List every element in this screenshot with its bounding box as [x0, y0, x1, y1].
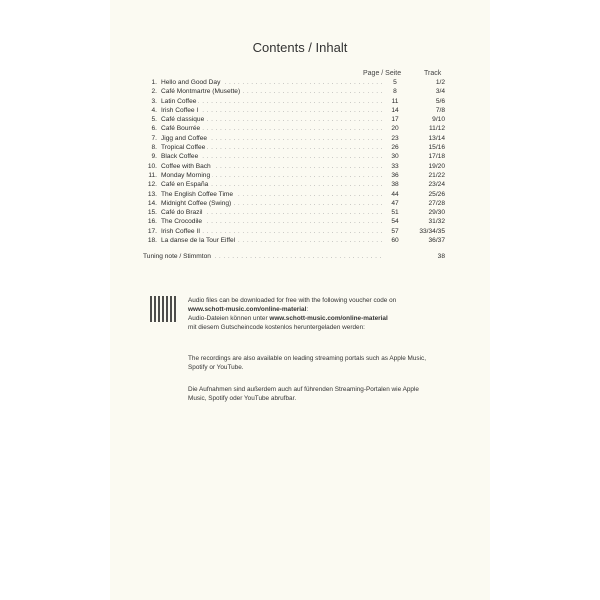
entry-page: 36: [391, 171, 399, 179]
entry-number: 4.: [151, 106, 157, 114]
entry-page: 14: [391, 106, 399, 114]
entry-number: 5.: [151, 116, 157, 124]
toc-entry[interactable]: [143, 87, 443, 96]
toc-entry[interactable]: [143, 134, 443, 143]
entry-page: 30: [391, 153, 399, 161]
entry-track: 17/18: [428, 153, 445, 161]
toc-entry[interactable]: [143, 190, 443, 199]
entry-track: 23/24: [428, 181, 445, 189]
entry-track: 1/2: [435, 79, 445, 86]
toc-entry[interactable]: [143, 199, 443, 208]
entry-number: 10.: [147, 162, 157, 170]
entry-number: 14.: [147, 199, 157, 207]
entry-title: The English Coffee Time: [161, 190, 234, 198]
entry-page: 57: [391, 227, 399, 235]
table-of-contents: [143, 78, 443, 245]
entry-number: 11.: [148, 171, 157, 179]
entry-number: 1.: [151, 79, 157, 86]
entry-title: La danse de la Tour Eiffel: [161, 237, 236, 245]
entry-track: 5/6: [435, 97, 445, 105]
entry-title: Café classique: [161, 116, 205, 124]
entry-number: 3.: [151, 97, 157, 105]
entry-number: 9.: [151, 153, 157, 161]
entry-page: 20: [391, 125, 399, 133]
tuning-note-track: 38: [437, 253, 445, 260]
entry-page: 44: [391, 190, 399, 198]
entry-page: 33: [391, 162, 399, 170]
entry-number: 17.: [147, 227, 157, 235]
column-header-page: Page / Seite: [363, 70, 402, 77]
entry-title: Café Montmartre (Musette): [161, 88, 241, 96]
entry-track: 25/26: [428, 190, 445, 198]
english-streaming-text: The recordings are also available on leading streaming portals such as Apple Music, Spotify or YouTube.: [188, 355, 427, 371]
column-header-track: Track: [424, 70, 442, 77]
entry-track: 36/37: [428, 237, 445, 245]
entry-page: 8: [393, 88, 397, 96]
toc-entry[interactable]: [143, 180, 443, 189]
entry-page: 17: [391, 116, 399, 124]
entry-number: 2.: [151, 88, 157, 96]
entry-page: 26: [391, 144, 399, 152]
toc-entry[interactable]: [143, 106, 443, 115]
toc-entry[interactable]: [143, 152, 443, 161]
entry-page: 38: [391, 181, 399, 189]
toc-entry[interactable]: [143, 162, 443, 171]
entry-title: Café Bourrée: [161, 125, 201, 133]
toc-entry[interactable]: [143, 143, 443, 152]
entry-title: Monday Morning: [161, 171, 211, 179]
entry-track: 3/4: [435, 88, 445, 96]
toc-entry[interactable]: [143, 171, 443, 180]
entry-track: 7/8: [435, 106, 445, 114]
toc-entry[interactable]: [143, 97, 443, 106]
toc-entry[interactable]: [143, 78, 443, 87]
entry-title: Irish Coffee I: [161, 106, 199, 114]
entry-track: 15/16: [428, 144, 445, 152]
qr-code-icon: [150, 296, 176, 322]
entry-title: Black Coffee: [161, 153, 199, 161]
entry-page: 5: [393, 79, 397, 86]
entry-title: Latin Coffee: [161, 97, 197, 105]
entry-number: 8.: [151, 144, 157, 152]
voucher-url-de[interactable]: www.schott-music.com/online-material: [269, 315, 388, 322]
toc-entry[interactable]: [143, 115, 443, 124]
entry-page: 51: [391, 209, 399, 217]
entry-track: 9/10: [432, 116, 445, 124]
entry-number: 16.: [147, 218, 157, 226]
entry-track: 27/28: [428, 199, 445, 207]
entry-number: 15.: [147, 209, 157, 217]
english-audio-text: Audio files can be downloaded for free with the following voucher code on www.schott-music.com/online-material: Audio-Dateien können unter www.schott-music.com/online-material mit diesem Gutscheincode kostenlos heruntergeladen werden:: [188, 297, 397, 331]
toc-entry[interactable]: [143, 236, 443, 245]
entry-track: 33/34/35: [419, 227, 445, 235]
toc-entry[interactable]: [143, 217, 443, 226]
entry-page: 54: [391, 218, 399, 226]
entry-title: Café do Brazil: [161, 209, 203, 217]
entry-title: The Crocodile: [161, 218, 203, 226]
entry-number: 13.: [147, 190, 157, 198]
entry-page: 23: [391, 134, 399, 142]
toc-entry[interactable]: [143, 208, 443, 217]
entry-title: Café en España: [161, 181, 209, 189]
voucher-url-en[interactable]: www.schott-music.com/online-material: [188, 306, 307, 313]
german-streaming-text: Die Aufnahmen sind außerdem auch auf führenden Streaming-Portalen wie Apple Music, Spotify oder YouTube abrufbar.: [188, 386, 419, 402]
page-title: Contents / Inhalt: [252, 40, 348, 55]
entry-track: 11/12: [428, 125, 445, 133]
entry-title: Hello and Good Day: [161, 79, 221, 86]
entry-number: 6.: [151, 125, 157, 133]
entry-number: 7.: [151, 134, 157, 142]
entry-title: Tropical Coffee: [161, 144, 206, 152]
entry-title: Irish Coffee II: [161, 227, 201, 235]
entry-title: Coffee with Bach: [161, 162, 211, 170]
entry-track: 13/14: [428, 134, 445, 142]
document-page: [110, 0, 490, 600]
entry-title: Jigg and Coffee: [161, 134, 208, 142]
entry-track: 29/30: [428, 209, 445, 217]
entry-track: 21/22: [428, 171, 445, 179]
entry-page: 60: [391, 237, 399, 245]
entry-title: Midnight Coffee (Swing): [161, 199, 232, 207]
toc-entry[interactable]: [143, 227, 443, 236]
entry-page: 11: [391, 97, 399, 105]
entry-page: 47: [391, 199, 399, 207]
entry-track: 31/32: [428, 218, 445, 226]
entry-number: 12.: [147, 181, 157, 189]
audio-info-block: [188, 296, 438, 416]
entry-number: 18.: [147, 237, 157, 245]
toc-entry[interactable]: [143, 124, 443, 133]
tuning-note-row: [143, 252, 443, 261]
entry-track: 19/20: [428, 162, 445, 170]
tuning-note-label: Tuning note / Stimmton: [143, 253, 211, 260]
